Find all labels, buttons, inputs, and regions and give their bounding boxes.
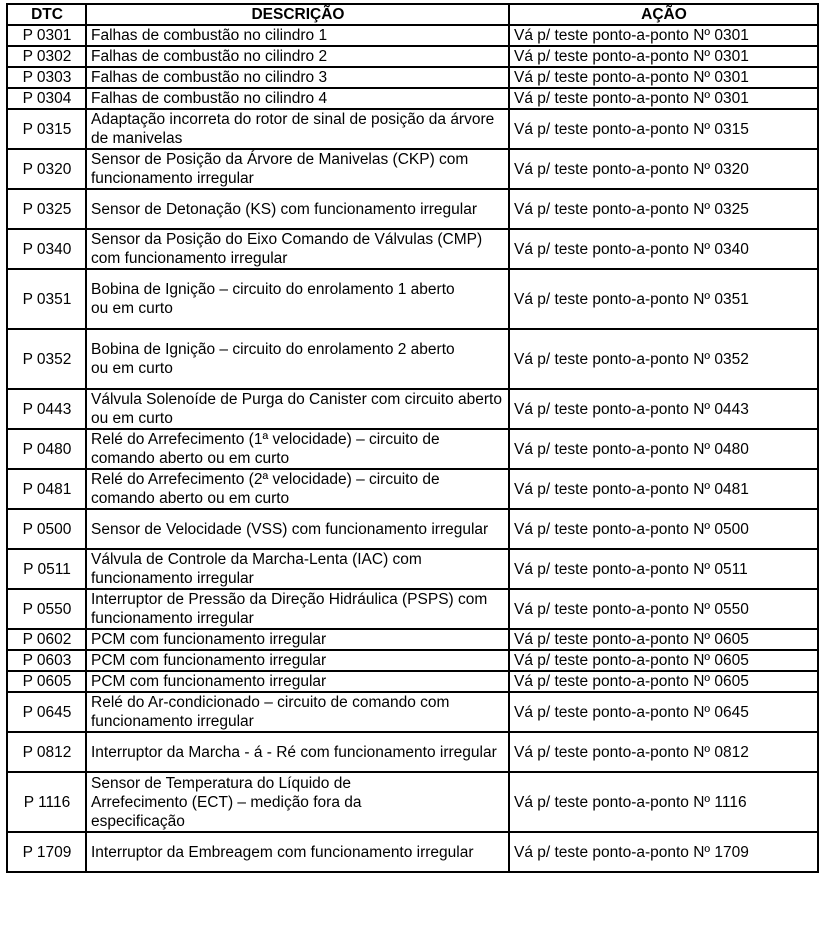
header-row (7, 4, 818, 25)
description-cell: Sensor da Posição do Eixo Comando de Válvulas (CMP) com funcionamento irregular (86, 229, 509, 269)
action-cell: Vá p/ teste ponto-a-ponto Nº 0301 (509, 25, 818, 46)
description-cell: PCM com funcionamento irregular (86, 629, 509, 650)
table-row (7, 650, 818, 671)
action-cell: Vá p/ teste ponto-a-ponto Nº 0645 (509, 692, 818, 732)
description-cell: Interruptor de Pressão da Direção Hidráulica (PSPS) com funcionamento irregular (86, 589, 509, 629)
action-cell: Vá p/ teste ponto-a-ponto Nº 0481 (509, 469, 818, 509)
dtc-cell: P 0481 (7, 469, 86, 509)
table-row (7, 692, 818, 732)
description-cell: Bobina de Ignição – circuito do enrolamento 1 aberto ou em curto (86, 269, 509, 329)
table-row (7, 67, 818, 88)
action-cell: Vá p/ teste ponto-a-ponto Nº 0351 (509, 269, 818, 329)
table-row (7, 509, 818, 549)
table-row (7, 549, 818, 589)
dtc-cell: P 0603 (7, 650, 86, 671)
dtc-cell: P 0480 (7, 429, 86, 469)
dtc-cell: P 0602 (7, 629, 86, 650)
dtc-cell: P 0645 (7, 692, 86, 732)
description-cell: Interruptor da Embreagem com funcionamento irregular (86, 832, 509, 872)
action-cell: Vá p/ teste ponto-a-ponto Nº 0605 (509, 629, 818, 650)
action-cell: Vá p/ teste ponto-a-ponto Nº 0480 (509, 429, 818, 469)
description-cell: Válvula Solenoíde de Purga do Canister com circuito aberto ou em curto (86, 389, 509, 429)
table-row (7, 88, 818, 109)
header-dtc: DTC (7, 4, 86, 25)
dtc-cell: P 0325 (7, 189, 86, 229)
table-header (7, 4, 818, 25)
table-row (7, 832, 818, 872)
description-cell: Sensor de Temperatura do Líquido de Arrefecimento (ECT) – medição fora da especificação (86, 772, 509, 832)
description-cell: Falhas de combustão no cilindro 4 (86, 88, 509, 109)
action-cell: Vá p/ teste ponto-a-ponto Nº 0500 (509, 509, 818, 549)
dtc-cell: P 0511 (7, 549, 86, 589)
description-cell: Adaptação incorreta do rotor de sinal de posição da árvore de manivelas (86, 109, 509, 149)
header-descricao: DESCRIÇÃO (86, 4, 509, 25)
dtc-cell: P 0605 (7, 671, 86, 692)
action-cell: Vá p/ teste ponto-a-ponto Nº 0605 (509, 650, 818, 671)
description-cell: Relé do Arrefecimento (2ª velocidade) – circuito de comando aberto ou em curto (86, 469, 509, 509)
dtc-cell: P 0315 (7, 109, 86, 149)
table-row (7, 772, 818, 832)
table-row (7, 732, 818, 772)
dtc-cell: P 0500 (7, 509, 86, 549)
description-cell: Relé do Ar-condicionado – circuito de comando com funcionamento irregular (86, 692, 509, 732)
table-row (7, 429, 818, 469)
dtc-cell: P 0352 (7, 329, 86, 389)
action-cell: Vá p/ teste ponto-a-ponto Nº 1116 (509, 772, 818, 832)
dtc-table (6, 3, 819, 873)
action-cell: Vá p/ teste ponto-a-ponto Nº 0325 (509, 189, 818, 229)
action-cell: Vá p/ teste ponto-a-ponto Nº 1709 (509, 832, 818, 872)
description-cell: Válvula de Controle da Marcha-Lenta (IAC) com funcionamento irregular (86, 549, 509, 589)
description-cell: Bobina de Ignição – circuito do enrolamento 2 aberto ou em curto (86, 329, 509, 389)
table-body (7, 25, 818, 872)
action-cell: Vá p/ teste ponto-a-ponto Nº 0352 (509, 329, 818, 389)
action-cell: Vá p/ teste ponto-a-ponto Nº 0443 (509, 389, 818, 429)
table-row (7, 189, 818, 229)
header-acao: AÇÃO (509, 4, 818, 25)
action-cell: Vá p/ teste ponto-a-ponto Nº 0301 (509, 88, 818, 109)
table-row (7, 229, 818, 269)
action-cell: Vá p/ teste ponto-a-ponto Nº 0340 (509, 229, 818, 269)
description-cell: Sensor de Velocidade (VSS) com funcionamento irregular (86, 509, 509, 549)
table-row (7, 329, 818, 389)
description-cell: Falhas de combustão no cilindro 2 (86, 46, 509, 67)
action-cell: Vá p/ teste ponto-a-ponto Nº 0315 (509, 109, 818, 149)
dtc-cell: P 0812 (7, 732, 86, 772)
action-cell: Vá p/ teste ponto-a-ponto Nº 0812 (509, 732, 818, 772)
dtc-cell: P 0301 (7, 25, 86, 46)
description-cell: Sensor de Detonação (KS) com funcionamento irregular (86, 189, 509, 229)
dtc-cell: P 0550 (7, 589, 86, 629)
table-row (7, 589, 818, 629)
dtc-cell: P 0351 (7, 269, 86, 329)
table-row (7, 629, 818, 650)
description-cell: Interruptor da Marcha - á - Ré com funcionamento irregular (86, 732, 509, 772)
dtc-cell: P 0303 (7, 67, 86, 88)
table-row (7, 469, 818, 509)
dtc-cell: P 0304 (7, 88, 86, 109)
action-cell: Vá p/ teste ponto-a-ponto Nº 0320 (509, 149, 818, 189)
action-cell: Vá p/ teste ponto-a-ponto Nº 0301 (509, 46, 818, 67)
table-row (7, 269, 818, 329)
description-cell: Relé do Arrefecimento (1ª velocidade) – circuito de comando aberto ou em curto (86, 429, 509, 469)
dtc-cell: P 0443 (7, 389, 86, 429)
table-row (7, 389, 818, 429)
dtc-cell: P 1709 (7, 832, 86, 872)
table-row (7, 671, 818, 692)
table-row (7, 149, 818, 189)
action-cell: Vá p/ teste ponto-a-ponto Nº 0550 (509, 589, 818, 629)
dtc-cell: P 0302 (7, 46, 86, 67)
table-row (7, 25, 818, 46)
action-cell: Vá p/ teste ponto-a-ponto Nº 0511 (509, 549, 818, 589)
description-cell: Falhas de combustão no cilindro 1 (86, 25, 509, 46)
table-row (7, 46, 818, 67)
action-cell: Vá p/ teste ponto-a-ponto Nº 0301 (509, 67, 818, 88)
description-cell: PCM com funcionamento irregular (86, 650, 509, 671)
description-cell: Sensor de Posição da Árvore de Manivelas (CKP) com funcionamento irregular (86, 149, 509, 189)
description-cell: Falhas de combustão no cilindro 3 (86, 67, 509, 88)
dtc-cell: P 0340 (7, 229, 86, 269)
description-cell: PCM com funcionamento irregular (86, 671, 509, 692)
table-row (7, 109, 818, 149)
dtc-cell: P 1116 (7, 772, 86, 832)
action-cell: Vá p/ teste ponto-a-ponto Nº 0605 (509, 671, 818, 692)
dtc-cell: P 0320 (7, 149, 86, 189)
